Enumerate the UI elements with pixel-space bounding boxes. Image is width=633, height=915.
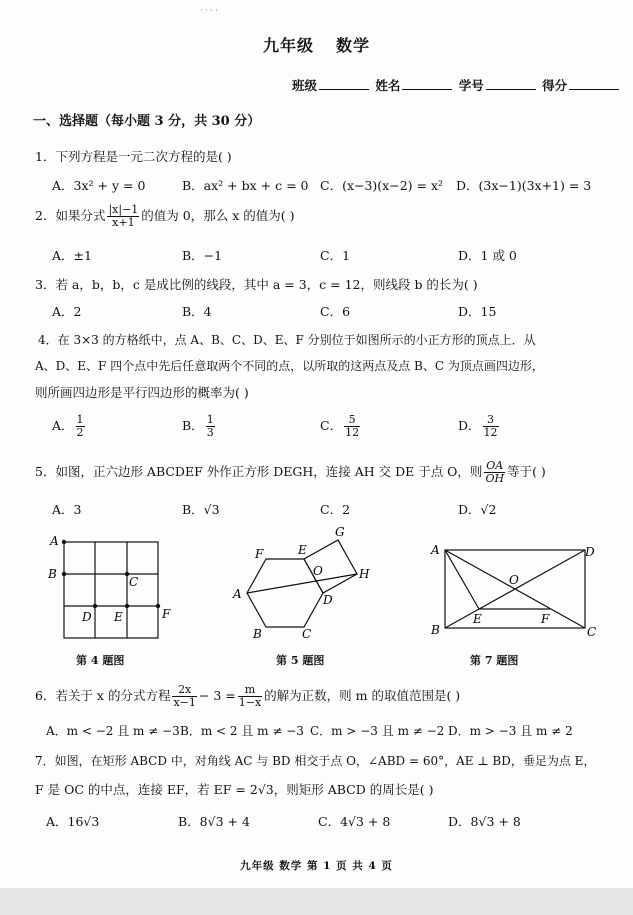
q3-stem: 3．若 a，b，b，c 是成比例的线段，其中 a = 3，c = 12，则线段 b 的长为( ) [35,277,478,292]
q4-stem-line3: 则所画四边形是平行四边形的概率为( ) [35,385,249,400]
q4-option-c-label: C． [320,418,343,433]
fig5-label-b: B [253,627,262,641]
fig4-point-b [62,572,66,576]
fig7-label-c: C [587,625,597,639]
q7-option-d: D．8√3 + 8 [448,814,521,829]
name-blank [402,78,452,90]
q2-option-d: D．1 或 0 [458,248,517,263]
q2-stem-suffix: 的值为 0，那么 x 的值为( ) [141,208,295,223]
q4-option-b [182,414,217,439]
q5-stem [35,460,546,485]
fig7-label-d: D [585,545,595,559]
fig4-point-a [62,540,66,544]
fig7-label-f: F [541,612,550,626]
fig4-label-c: C [129,575,139,589]
q2-option-b: B．−1 [182,248,223,263]
q4-option-d-den: 12 [483,426,498,439]
figure-7 [425,538,605,644]
scan-mark: · · · · [200,6,218,15]
name-label: 姓名 [375,78,401,93]
fig5-label-a: A [233,587,242,601]
q2-stem-prefix: 2．如果分式 [35,208,106,223]
q3-option-d: D．15 [458,304,497,319]
fig4-label-d: D [82,610,92,624]
number-label: 学号 [458,78,484,93]
fig4-label-a: A [50,534,59,548]
q4-option-a [52,414,87,439]
fig4-label-b: B [48,567,57,581]
q4-option-d [458,414,501,439]
q4-option-d-num: 3 [483,414,499,427]
q4-option-c-frac [344,414,360,439]
fig5-label-h: H [359,567,370,581]
q2-option-c: C．1 [320,248,351,263]
fig4-label-e: E [114,610,123,624]
score-label: 得分 [542,78,568,93]
fig4-point-e [125,604,129,608]
q6-stem-prefix: 6．若关于 x 的分式方程 [35,688,171,703]
q6-frac2-num: m [238,684,262,697]
fig4-grid-border [64,542,158,638]
q1-stem: 1．下列方程是一元二次方程的是( ) [35,149,232,164]
q5-stem-prefix: 5．如图，正六边形 ABCDEF 外作正方形 DEGH，连接 AH 交 DE 于点 O，则 [35,464,483,479]
fig5-label-f: F [255,547,264,561]
q3-option-c: C．6 [320,304,351,319]
fig5-label-o: O [313,564,323,578]
q4-option-c [320,414,362,439]
fig4-point-f [156,604,160,608]
figure-5 [225,522,375,646]
fig5-label-g: G [335,525,345,539]
q7-option-a: A．16√3 [46,814,100,829]
page-title [0,33,633,56]
q5-option-c: C．2 [320,502,351,517]
q6-option-b: B．m < 2 且 m ≠ −3 [180,724,304,738]
fig5-label-e: E [298,543,307,557]
q4-option-a-frac [76,414,85,439]
fig4-caption: 第 4 题图 [76,654,125,667]
title-grade: 九年级 [262,36,314,55]
q7-stem-line1: 7．如图，在矩形 ABCD 中，对角线 AC 与 BD 相交于点 O，∠ABD = 60°，AE ⊥ BD，垂足为点 E， [35,754,596,768]
q5-fraction [484,460,505,485]
fig4-point-d [93,604,97,608]
q4-option-d-frac [483,414,499,439]
q2-frac-den: x+1 [112,216,135,229]
figure-4 [40,528,180,646]
q2-option-a: A．±1 [52,248,92,263]
q4-option-a-den: 2 [76,426,84,439]
fig5-label-d: D [323,593,333,607]
q6-fraction-2 [238,684,262,709]
class-label: 班级 [292,78,318,93]
q5-option-a: A．3 [52,502,82,517]
class-blank [319,78,369,90]
q7-option-b: B．8√3 + 4 [178,814,250,829]
q6-mid: − 3 = [198,688,236,703]
q4-option-b-den: 3 [206,426,214,439]
q4-option-a-num: 1 [76,413,84,426]
title-subject: 数学 [336,36,371,55]
q6-option-c: C．m > −3 且 m ≠ −2 [310,724,445,738]
fig4-label-f: F [162,607,171,621]
q6-frac1-num: 2x [172,684,196,697]
q5-frac-den: OH [485,472,505,485]
q1-option-c: C．(x−3)(x−2) = x² [320,178,444,193]
page-footer: 九年级 数学 第 1 页 共 4 页 [240,860,393,872]
bottom-strip [0,888,633,915]
q3-option-a: A．2 [52,304,82,319]
q4-option-a-label: A． [52,418,74,433]
q5-frac-num: OA [486,459,504,472]
fig7-label-o: O [509,573,519,587]
q1-option-b: B．ax² + bx + c = 0 [182,178,309,193]
q6-stem-suffix: 的解为正数，则 m 的取值范围是( ) [264,688,461,703]
number-blank [486,78,536,90]
q7-option-c: C．4√3 + 8 [318,814,391,829]
q6-option-d: D．m > −3 且 m ≠ 2 [448,724,573,738]
q2-frac-num: |x|−1 [108,203,139,216]
fig7-label-b: B [431,623,440,637]
q4-option-b-frac [206,414,215,439]
section-heading: 一、选择题（每小题 3 分，共 30 分） [33,114,261,129]
score-blank [569,78,619,90]
fig7-caption: 第 7 题图 [470,654,519,667]
fig5-label-c: C [302,627,312,641]
q2-stem [35,204,294,229]
fig5-caption: 第 5 题图 [276,654,325,667]
q6-option-a: A．m < −2 且 m ≠ −3 [46,724,180,738]
q4-option-b-num: 1 [206,413,214,426]
q4-stem-line2: A、D、E、F 四个点中先后任意取两个不同的点，以所取的这两点及点 B、C 为顶点画四边形， [35,359,544,373]
fig5-square [304,540,357,593]
student-info-line [292,76,621,94]
q4-option-c-num: 5 [344,414,360,427]
q1-option-d: D．(3x−1)(3x+1) = 3 [456,178,592,193]
q6-frac1-den: x−1 [173,696,196,709]
fig5-hexagon [247,559,323,627]
q5-stem-suffix: 等于( ) [507,464,546,479]
q4-stem-line1: 4．在 3×3 的方格纸中，点 A、B、C、D、E、F 分别位于如图所示的小正方形的顶点上．从 [38,333,536,347]
q4-option-d-label: D． [458,418,481,433]
q5-option-d: D．√2 [458,502,497,517]
q6-fraction-1 [172,684,196,709]
q6-frac2-den: 1−x [238,696,262,709]
fig7-label-a: A [431,543,440,557]
q5-option-b: B．√3 [182,502,220,517]
q4-option-c-den: 12 [345,426,360,439]
q4-option-b-label: B． [182,418,204,433]
q1-option-a: A．3x² + y = 0 [52,178,146,193]
fig7-label-e: E [473,612,482,626]
q3-option-b: B．4 [182,304,212,319]
q2-fraction [107,204,139,229]
q6-stem [35,684,460,709]
q7-stem-line2: F 是 OC 的中点，连接 EF，若 EF = 2√3，则矩形 ABCD 的周长是( ) [35,782,434,797]
